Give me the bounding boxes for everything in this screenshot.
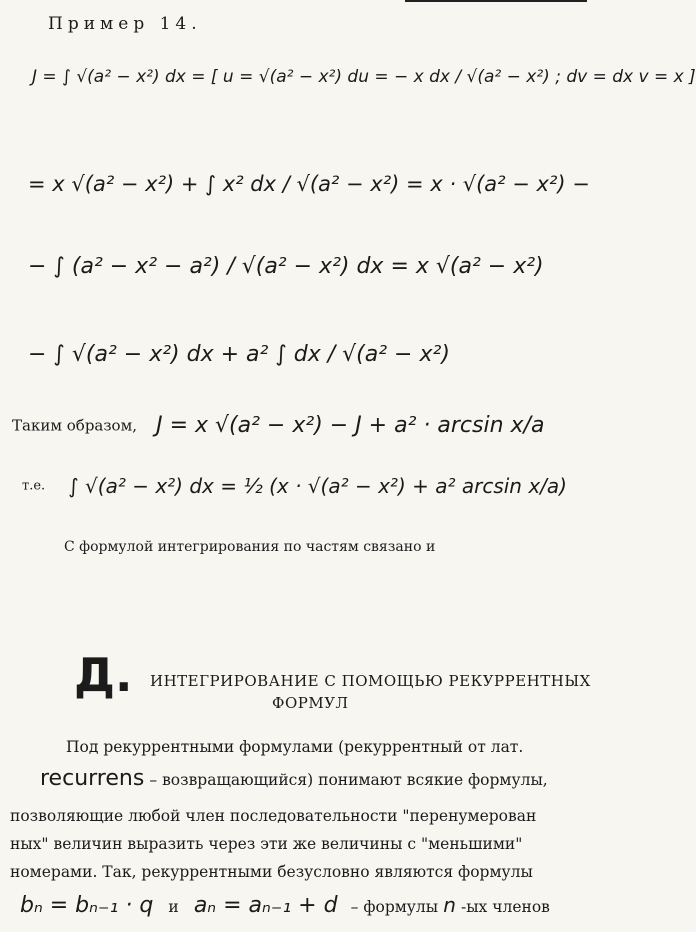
paragraph-line-3: позволяющие любой член последовательности "перенумерован (10, 807, 537, 825)
paragraph-line-1: Под рекуррентными формулами (рекуррентный от лат. (66, 738, 524, 756)
formula-4 (28, 338, 450, 367)
paragraph-line-2 (40, 766, 548, 791)
conj-and: и (168, 898, 179, 916)
formula-3 (28, 250, 544, 279)
note-line: С формулой интегрирования по частям связано и (64, 539, 436, 555)
paragraph-line-2-rest: – возвращающийся) понимают всякие формулы, (149, 771, 548, 789)
example-title: Пример 14. (48, 14, 202, 34)
section-heading-line1: ИНТЕГРИРОВАНИЕ С ПОМОЩЬЮ РЕКУРРЕНТНЫХ (150, 672, 591, 690)
formula-2-text: = x √(a² − x²) + ∫ x² dx / √(a² − x²) = x · √(a² − x²) − (28, 172, 590, 196)
formulas-word: – формулы (350, 898, 439, 916)
formula-2 (28, 168, 590, 197)
formula-5-text: J = x √(a² − x²) − J + a² · arcsin x/a (156, 413, 545, 438)
ie-label: т.е. (22, 478, 46, 494)
nth-members: -ых членов (460, 898, 550, 916)
formula-6-line (22, 474, 567, 498)
formula-5-line (12, 413, 544, 438)
formula-bn: bₙ = bₙ₋₁ · q (20, 893, 154, 918)
section-letter: Д. (74, 648, 133, 702)
formula-an: aₙ = aₙ₋₁ + d (193, 893, 338, 918)
formula-1-text: J = ∫ √(a² − x²) dx = [ u = √(a² − x²) du = − x dx / √(a² − x²) ; dv = dx v = x ] (32, 67, 696, 87)
paragraph-line-6 (20, 893, 550, 918)
formula-4-text: − ∫ √(a² − x²) dx + a² ∫ dx / √(a² − x²) (28, 342, 450, 367)
latin-word: recurrens (40, 766, 145, 791)
paragraph-line-5: номерами. Так, рекуррентными безусловно являются формулы (10, 863, 533, 881)
section-heading-line2: ФОРМУЛ (272, 694, 349, 712)
formula-6-text: ∫ √(a² − x²) dx = ½ (x · √(a² − x²) + a² arcsin x/a) (68, 474, 567, 498)
n-symbol: n (443, 893, 456, 917)
formula-1 (32, 58, 696, 89)
top-rule (405, 0, 587, 2)
formula-3-text: − ∫ (a² − x² − a²) / √(a² − x²) dx = x √(a² − x²) (28, 254, 544, 279)
thus-label: Таким образом, (12, 416, 138, 435)
paragraph-line-4: ных" величин выразить через эти же величины с "меньшими" (10, 835, 523, 853)
